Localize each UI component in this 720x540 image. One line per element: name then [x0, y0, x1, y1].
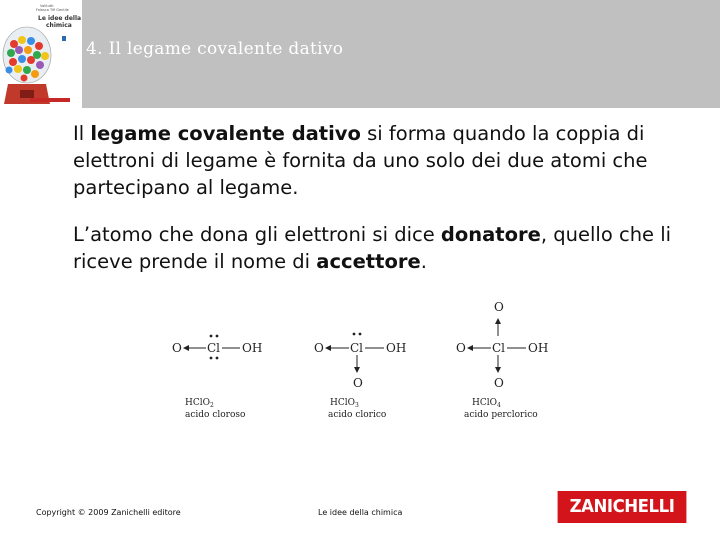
m2-hydroxyl: OH — [386, 341, 407, 355]
cover-title-line-1: Le idee della — [38, 15, 82, 22]
molecule-hclo3 — [314, 333, 406, 420]
paragraph-definition — [73, 120, 703, 201]
gumball-machine-image — [0, 0, 82, 108]
m2-formula: HClO$_3$ — [330, 398, 359, 409]
m1-hydroxyl: OH — [242, 341, 263, 355]
m2-oxygen-bottom: O — [353, 376, 363, 390]
m3-oxygen-top: O — [494, 300, 504, 314]
p1-bold-term: legame covalente dativo — [90, 122, 361, 145]
molecule-hclo2 — [172, 335, 262, 420]
cover-author-line-2: Falasca Tifi Gentile — [36, 8, 69, 12]
m1-name: acido cloroso — [185, 410, 246, 420]
chlorine-oxyacids-diagram — [160, 295, 560, 425]
cover-title-line-2: chimica — [46, 22, 72, 29]
header-bar — [0, 0, 720, 108]
p2-text-start: L’atomo che dona gli elettroni si dice — [73, 223, 441, 246]
m3-hydroxyl: OH — [528, 341, 549, 355]
m3-formula: HClO$_4$ — [472, 398, 501, 409]
m2-name: acido clorico — [328, 410, 387, 420]
p2-text-end: . — [420, 250, 427, 273]
m2-chlorine: Cl — [350, 341, 364, 355]
p1-text-start: Il — [73, 122, 91, 145]
footer-copyright: Copyright © 2009 Zanichelli editore — [36, 508, 181, 517]
m3-chlorine: Cl — [492, 341, 506, 355]
m1-chlorine: Cl — [207, 341, 221, 355]
m1-oxygen: O — [172, 341, 182, 355]
paragraph-donor-acceptor — [73, 221, 703, 275]
p2-text-middle: , quello che li riceve prende il nome di — [73, 223, 672, 273]
footer-book-title: Le idee della chimica — [318, 508, 403, 517]
p1-text-end: si forma quando la coppia di elettroni di legame è fornita da uno solo dei due atomi che partecipano al legame. — [73, 122, 648, 199]
m3-oxygen-bottom: O — [494, 376, 504, 390]
cover-author-line-1: Valitutti — [40, 4, 54, 8]
m3-name: acido perclorico — [464, 410, 538, 420]
m1-formula: HClO$_2$ — [185, 398, 214, 409]
zanichelli-logo: ZANICHELLI — [558, 491, 687, 523]
slide-title: 4. Il legame covalente dativo — [86, 39, 344, 59]
book-cover-thumbnail — [0, 0, 82, 108]
p2-bold-donor: donatore — [440, 223, 541, 246]
m3-oxygen-left: O — [456, 341, 466, 355]
m2-oxygen: O — [314, 341, 324, 355]
p2-bold-acceptor: accettore — [316, 250, 421, 273]
molecule-hclo4 — [456, 300, 548, 420]
